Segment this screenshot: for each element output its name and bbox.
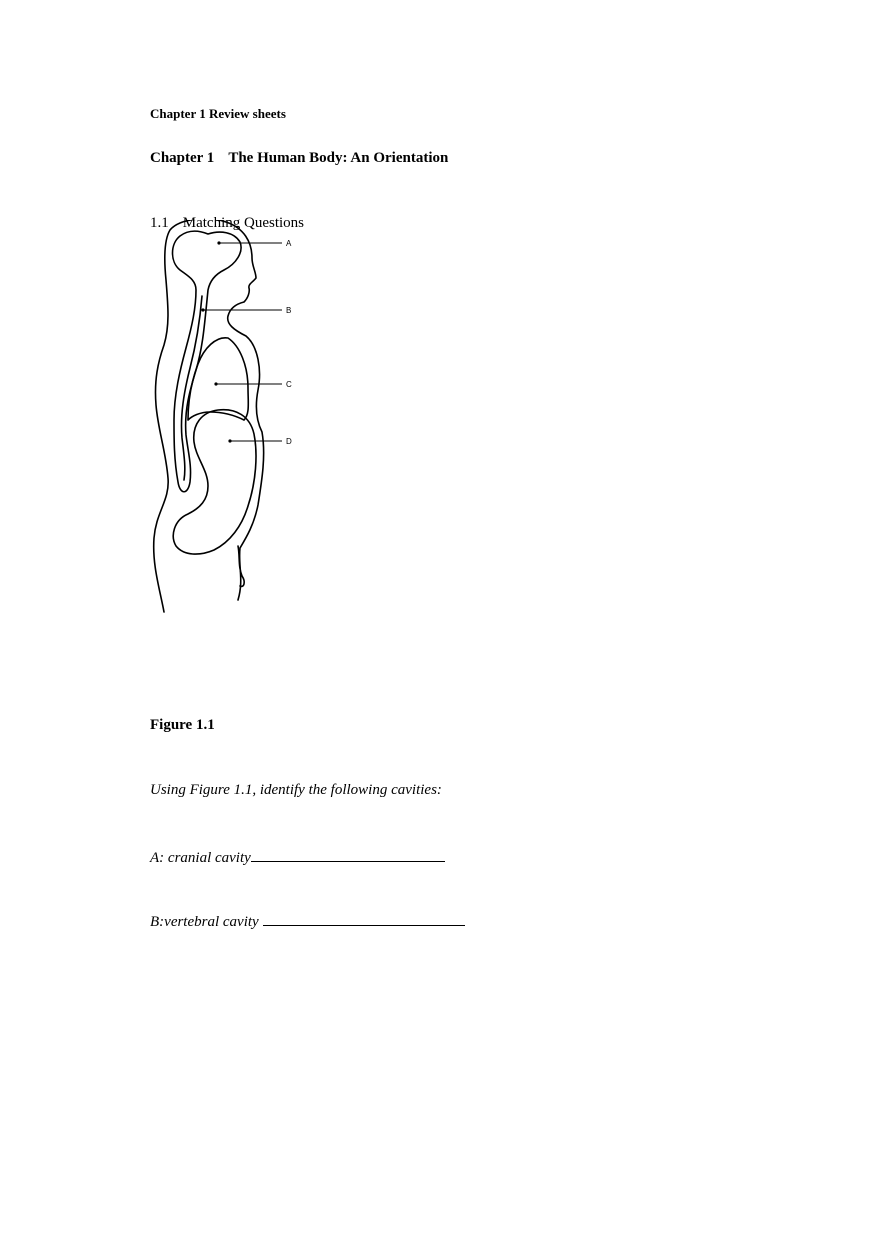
section-title: Matching Questions [182,215,304,231]
answer-a-text: A: cranial cavity [150,850,251,866]
thoracic-cavity-outline [188,338,248,420]
chapter-heading [150,151,448,166]
leader-dot-b [201,308,204,311]
figure-label-a: A [286,239,292,248]
body-cavities-figure [140,220,320,620]
chapter-number: Chapter 1 [150,150,215,166]
answer-a-line [150,847,445,866]
answer-b-line [150,911,465,930]
section-heading [150,216,304,231]
question-instruction: Using Figure 1.1, identify the following cavities: [150,782,442,798]
dorsal-cavity-outline [173,231,242,492]
leader-dot-a [217,241,220,244]
chapter-title: The Human Body: An Orientation [228,150,449,166]
answer-a-blank[interactable] [251,847,445,862]
review-sheet-title: Chapter 1 Review sheets [150,106,286,121]
section-number: 1.1 [150,215,169,231]
figure-label-c: C [286,380,292,389]
figure-caption: Figure 1.1 [150,717,215,733]
figure-label-b: B [286,306,292,315]
answer-b-text: B:vertebral cavity [150,914,259,930]
answer-b-blank[interactable] [263,911,465,926]
leader-dot-c [214,382,217,385]
figure-label-d: D [286,437,292,446]
leader-dot-d [228,439,231,442]
